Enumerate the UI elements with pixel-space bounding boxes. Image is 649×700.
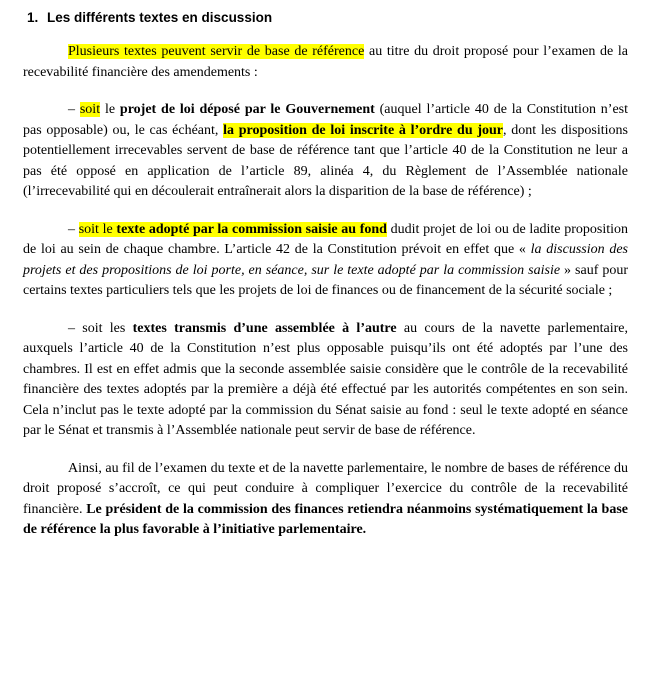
heading-title: Les différents textes en discussion xyxy=(47,10,273,25)
highlighted-text: soit le xyxy=(78,221,117,237)
body-text: (auquel l’article 40 de la Constitution n’est pas opposable) ou, le cas échéant, xyxy=(23,102,629,138)
highlighted-text: soit xyxy=(79,102,101,117)
bold-text: textes transmis d’une assemblée à l’autre xyxy=(132,320,397,336)
paragraph-item-government-bill xyxy=(23,100,628,203)
dash-marker: – xyxy=(68,221,79,237)
body-text: , dont les dispositions potentiellement irrecevables servent de base de référence tant que l’article 40 de la Constitution ne leur a pas été opposé en application de l’article 89, alinéa 4, du Règlement de l’Assemblée nationale (l’irrecevabilité qui en découlerait entraînerait alors la disparition de la base de référence) ; xyxy=(23,122,628,199)
paragraph-item-transmitted-texts xyxy=(23,319,628,442)
highlighted-text: Plusieurs textes peuvent servir de base de référence xyxy=(68,44,365,59)
bold-text: Le président de la commission des finances retiendra néanmoins systématiquement la base de référence la plus favorable à l’initiative parlementaire. xyxy=(23,501,628,537)
body-text: – soit les xyxy=(68,320,133,336)
paragraph-closing xyxy=(23,459,628,541)
paragraph-intro xyxy=(23,42,628,83)
dash-marker: – xyxy=(68,102,80,117)
body-text: au titre du droit proposé pour l’examen de la recevabilité financière des amendements : xyxy=(23,44,628,80)
body-text: le xyxy=(100,102,120,117)
bold-text: projet de loi déposé par le Gouvernement xyxy=(119,102,375,117)
paragraph-item-committee-text xyxy=(23,220,628,302)
italic-quote: la discussion des projets et des propositions de loi porte, en séance, sur le texte adopté par la commission saisie xyxy=(23,242,629,278)
heading-number: 1. xyxy=(27,10,39,25)
bold-highlighted-text: la proposition de loi inscrite à l’ordre du jour xyxy=(223,122,503,138)
body-text: Ainsi, au fil de l’examen du texte et de la navette parlementaire, le nombre de bases de référence du droit proposé s’accroît, ce qui peut conduire à compliquer l’exercice du contrôle de la recevabilité financière. xyxy=(23,460,628,517)
body-text: » sauf pour certains textes particuliers tels que les projets de loi de finances ou de financement de la sécurité sociale ; xyxy=(23,262,628,298)
bold-highlighted-text: texte adopté par la commission saisie au fond xyxy=(116,221,387,237)
section-heading xyxy=(23,10,628,25)
body-text: au cours de la navette parlementaire, auxquels l’article 40 de la Constitution n’est plus opposable puisqu’ils ont été adoptés par l’une des chambres. Il est en effet admis que la seconde assemblée saisie considère que le contrôle de la recevabilité financière des textes adoptés par la première a déjà été effectué par les autorités compétentes en son sein. Cela n’inclut pas le texte adopté par la commission du Sénat saisie au fond : seul le texte adopté en séance par le Sénat et transmis à l’Assemblée nationale peut servir de base de référence. xyxy=(23,320,628,438)
body-text: dudit projet de loi ou de ladite proposition de loi au sein de chaque chambre. L’article 42 de la Constitution prévoit en effet que « xyxy=(23,221,628,257)
